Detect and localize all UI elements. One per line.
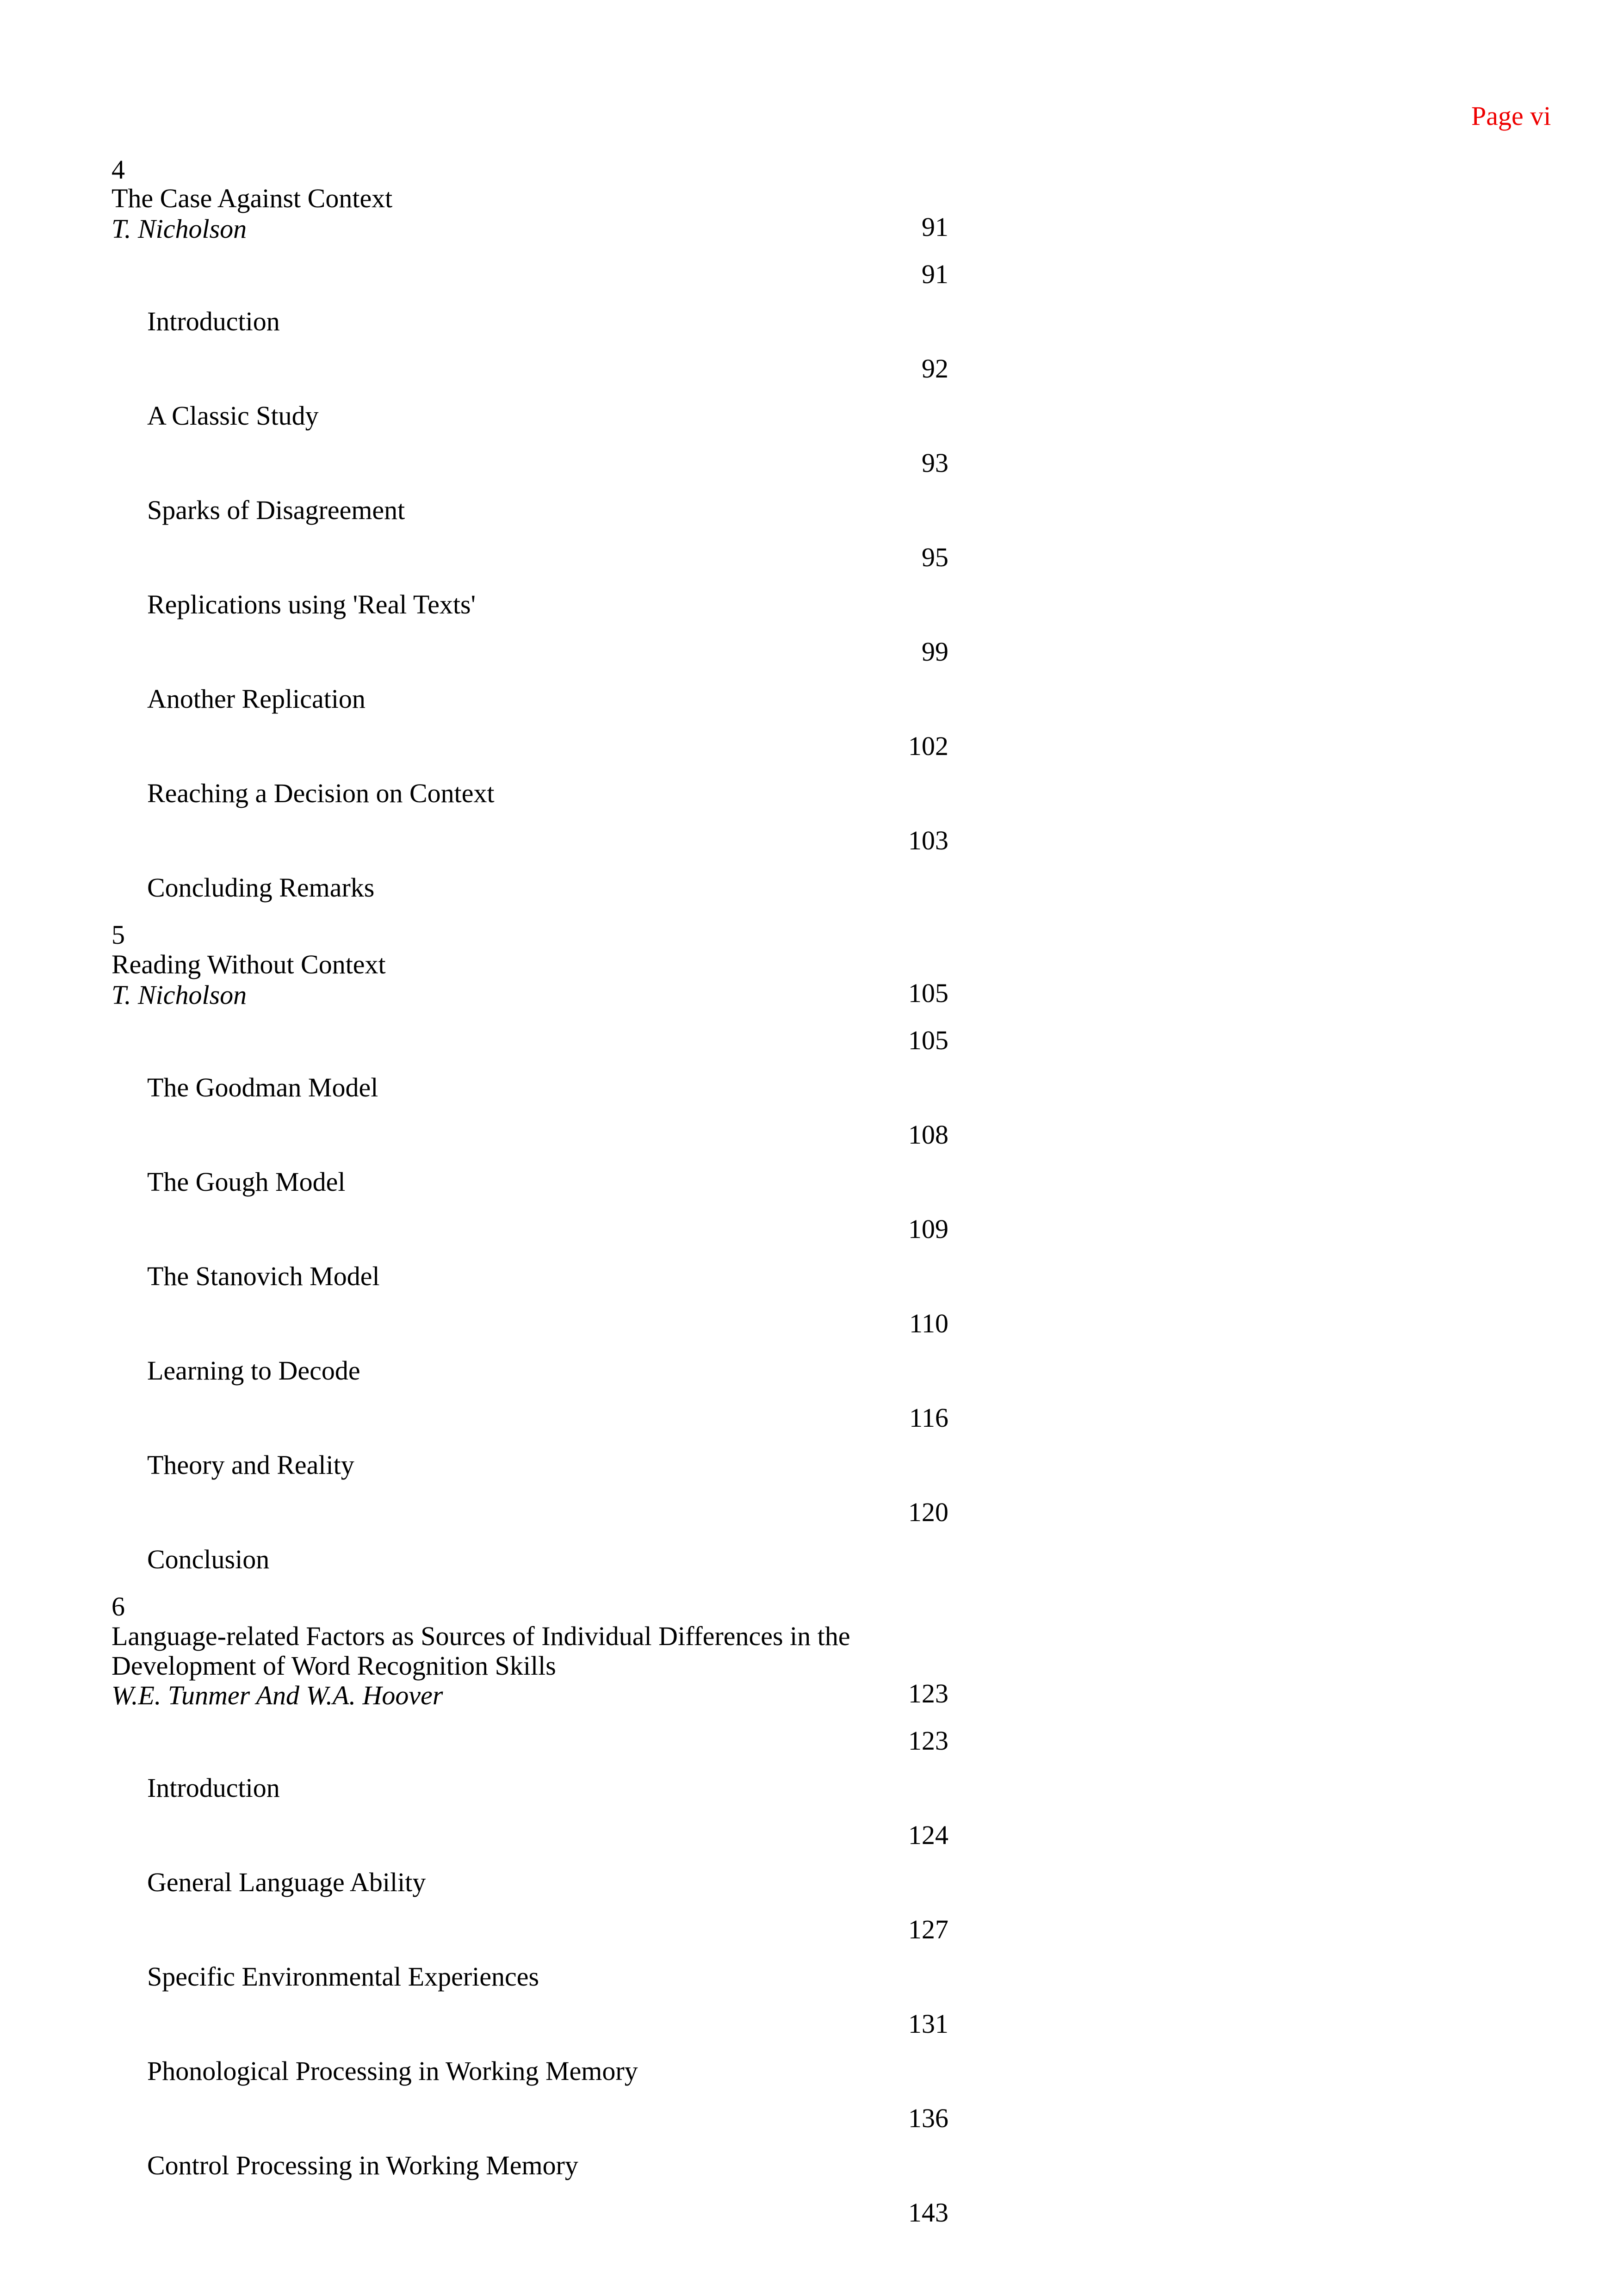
chapter-5-number: 5 — [112, 920, 125, 950]
toc-page-number: 105 — [908, 1025, 948, 1055]
toc-section-title: Specific Environmental Experiences — [147, 1962, 539, 1992]
toc-section-title: Reaching a Decision on Context — [147, 778, 495, 808]
toc-page-number: 108 — [908, 1120, 948, 1150]
toc-page-number: 93 — [922, 448, 948, 478]
toc-page-number: 110 — [909, 1308, 948, 1338]
toc-section-title: The Gough Model — [147, 1167, 346, 1197]
toc-section-title: A Classic Study — [147, 401, 319, 431]
chapter-4-page: 91 — [922, 212, 948, 242]
toc-page-number: 95 — [922, 542, 948, 572]
toc-page-number: 102 — [908, 731, 948, 761]
chapter-5-title: Reading Without Context — [112, 949, 386, 979]
page-label: Page vi — [1471, 101, 1551, 131]
chapter-6-title-line-1: Language-related Factors as Sources of Individual Differences in the — [112, 1621, 850, 1651]
toc-section-title: Replications using 'Real Texts' — [147, 589, 476, 619]
toc-page-number: 131 — [908, 2009, 948, 2039]
chapter-4-number: 4 — [112, 155, 125, 185]
toc-page-number: 99 — [922, 637, 948, 667]
toc-page-number: 103 — [908, 825, 948, 855]
toc-section-title: General Language Ability — [147, 1867, 426, 1897]
chapter-6-title-line-2: Development of Word Recognition Skills — [112, 1651, 556, 1681]
toc-page-number: 92 — [922, 353, 948, 384]
toc-section-title: Control Processing in Working Memory — [147, 2150, 578, 2180]
toc-section-title: Sparks of Disagreement — [147, 495, 405, 525]
toc-page-number: 120 — [908, 1497, 948, 1527]
chapter-6-number: 6 — [112, 1591, 125, 1621]
toc-page-number: 143 — [908, 2197, 948, 2228]
toc-page-number: 136 — [908, 2103, 948, 2133]
toc-section-title: Introduction — [147, 1773, 280, 1803]
toc-page-number: 124 — [908, 1820, 948, 1850]
toc-page-number: 123 — [908, 1726, 948, 1756]
toc-section-title: Concluding Remarks — [147, 873, 375, 903]
chapter-5-author: T. Nicholson — [112, 980, 247, 1010]
chapter-4-title: The Case Against Context — [112, 183, 393, 213]
toc-section-title: Conclusion — [147, 1544, 270, 1574]
toc-section-title: Learning to Decode — [147, 1355, 360, 1386]
chapter-6-author: W.E. Tunmer And W.A. Hoover — [112, 1680, 443, 1710]
toc-section-title: The Goodman Model — [147, 1072, 378, 1102]
toc-page-number: 109 — [908, 1214, 948, 1244]
toc-page-number: 91 — [922, 259, 948, 289]
chapter-5-page: 105 — [908, 978, 948, 1008]
toc-section-title: The Stanovich Model — [147, 1261, 380, 1291]
chapter-4-author: T. Nicholson — [112, 214, 247, 244]
chapter-6-page: 123 — [908, 1678, 948, 1708]
toc-section-title: Another Replication — [147, 684, 365, 714]
toc-page-number: 127 — [908, 1914, 948, 1944]
toc-section-title: Phonological Processing in Working Memory — [147, 2056, 638, 2086]
toc-page-number: 116 — [909, 1403, 948, 1433]
toc-section-title: Theory and Reality — [147, 1450, 354, 1480]
toc-section-title: Introduction — [147, 306, 280, 336]
